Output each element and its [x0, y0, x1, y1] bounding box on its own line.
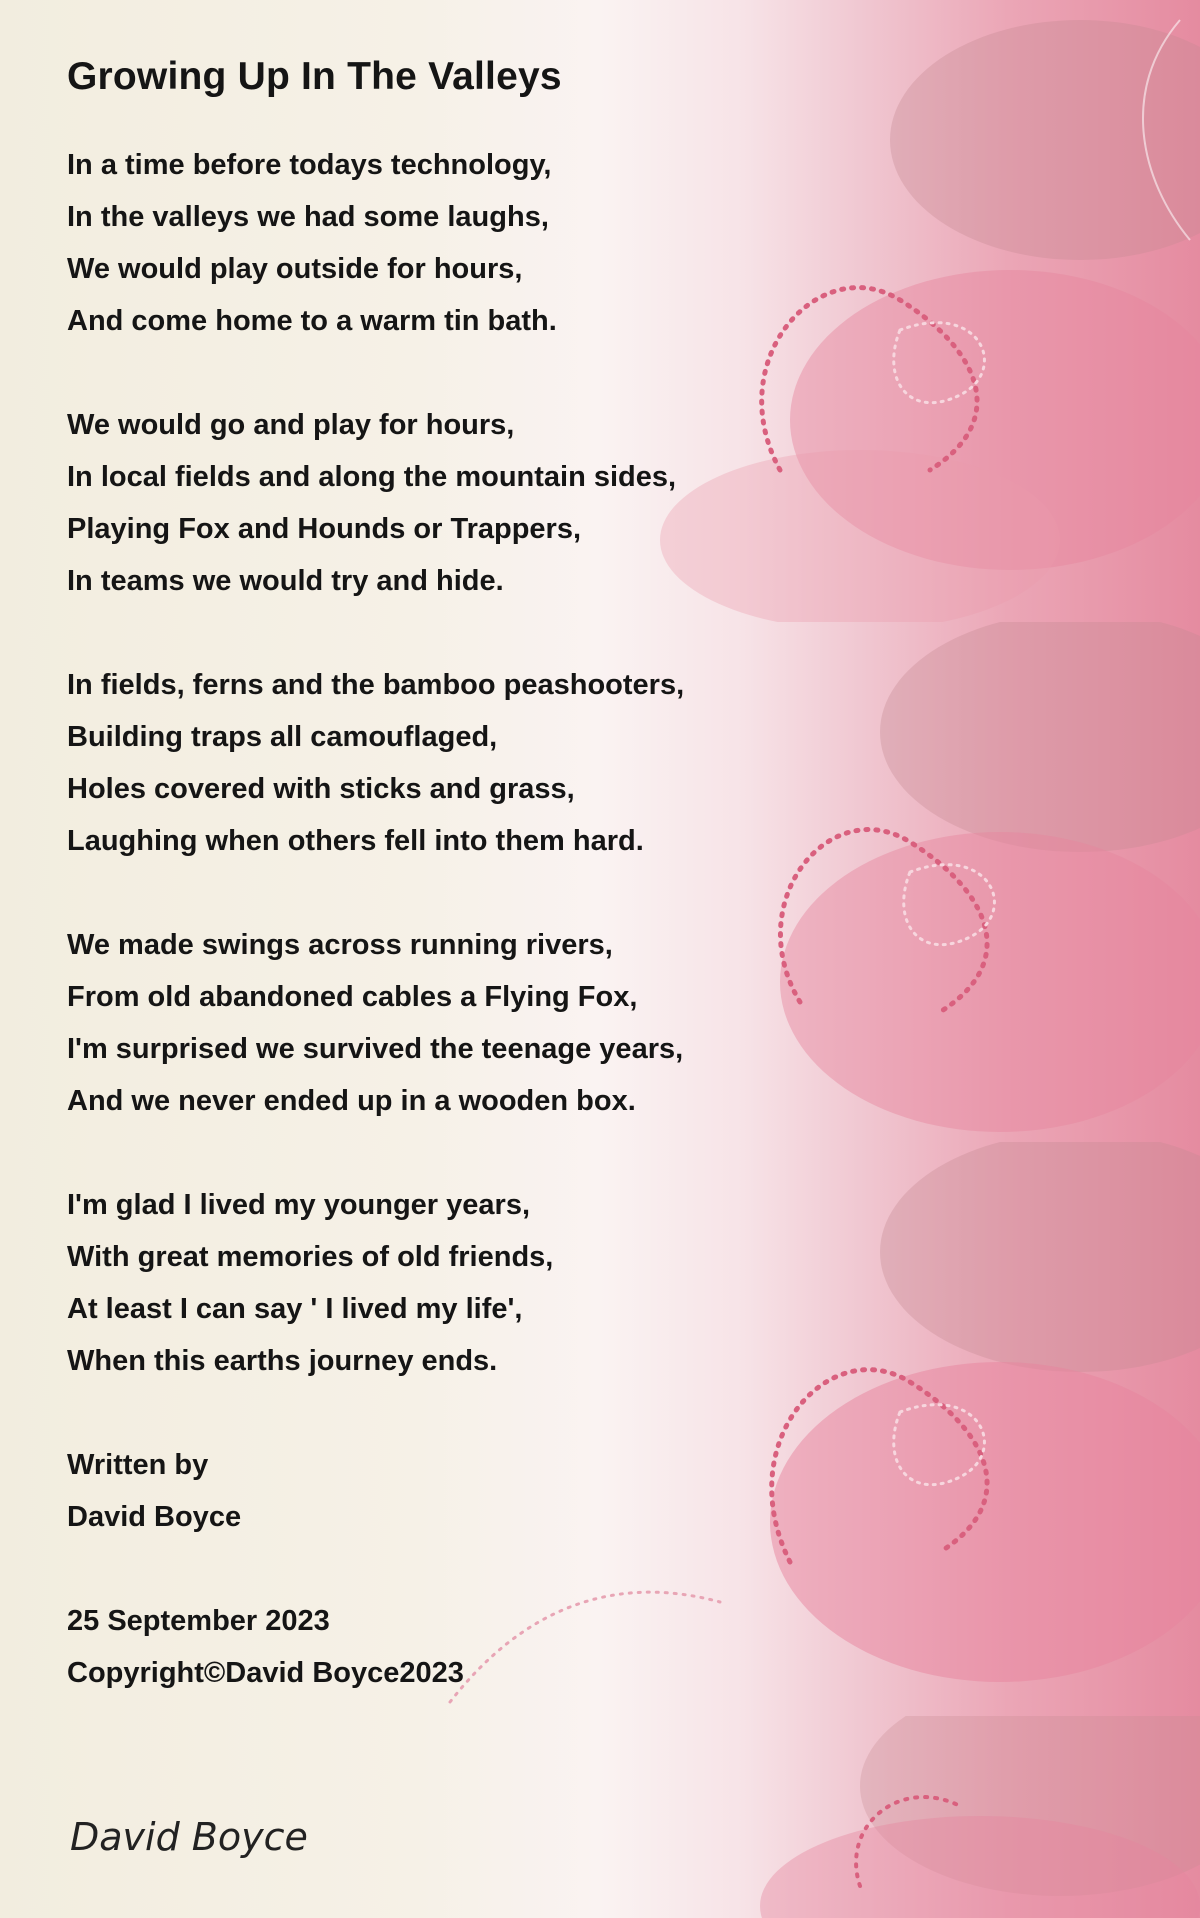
poem-line: In local fields and along the mountain sides, — [67, 461, 677, 493]
stanza — [67, 139, 827, 347]
poem-line: When this earths journey ends. — [67, 1345, 498, 1377]
poem-line: In fields, ferns and the bamboo peashooters, — [67, 669, 685, 701]
stanza — [67, 919, 827, 1127]
author-signature: David Boyce — [70, 1815, 308, 1859]
copyright-notice: Copyright©David Boyce2023 — [67, 1657, 464, 1689]
poem-line: Holes covered with sticks and grass, — [67, 773, 575, 805]
byline-label: Written by — [67, 1449, 209, 1481]
publish-date: 25 September 2023 — [67, 1605, 330, 1637]
poem-footer — [67, 1595, 827, 1699]
poem-line: At least I can say ' I lived my life', — [67, 1293, 523, 1325]
poem-line: We would play outside for hours, — [67, 253, 523, 285]
poem-line: Building traps all camouflaged, — [67, 721, 498, 753]
author-name: David Boyce — [67, 1501, 242, 1533]
poem-line: From old abandoned cables a Flying Fox, — [67, 981, 638, 1013]
poem-content — [67, 50, 827, 1699]
byline — [67, 1439, 827, 1543]
stanza — [67, 1179, 827, 1387]
poem-line: In teams we would try and hide. — [67, 565, 504, 597]
stanza — [67, 399, 827, 607]
poem-line: I'm surprised we survived the teenage years, — [67, 1033, 684, 1065]
poem-line: In the valleys we had some laughs, — [67, 201, 549, 233]
poem-line: We would go and play for hours, — [67, 409, 515, 441]
poem-title: Growing Up In The Valleys — [67, 55, 562, 98]
poem-line: And we never ended up in a wooden box. — [67, 1085, 636, 1117]
poem-line: In a time before todays technology, — [67, 149, 552, 181]
poem-line: Laughing when others fell into them hard. — [67, 825, 644, 857]
poem-line: With great memories of old friends, — [67, 1241, 554, 1273]
poem-line: And come home to a warm tin bath. — [67, 305, 557, 337]
poem-line: We made swings across running rivers, — [67, 929, 613, 961]
stanza — [67, 659, 827, 867]
poem-line: Playing Fox and Hounds or Trappers, — [67, 513, 582, 545]
poem-line: I'm glad I lived my younger years, — [67, 1189, 531, 1221]
